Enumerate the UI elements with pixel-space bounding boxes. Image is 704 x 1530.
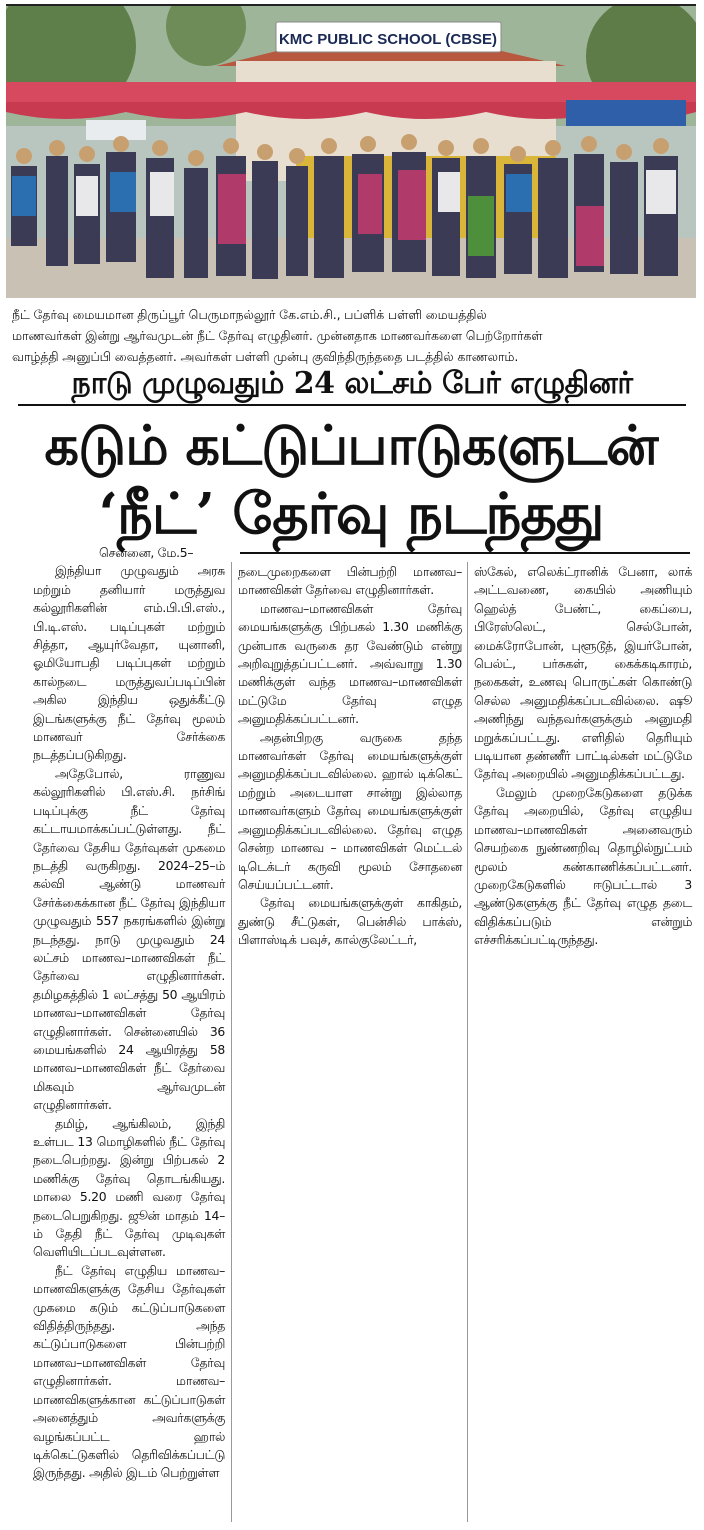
news-photo	[6, 4, 696, 298]
article-column-3	[474, 563, 692, 950]
caption-line: நீட் தேர்வு மையமான திருப்பூர் பெருமாநல்லூர் கே.எம்.சி., பப்ளிக் பள்ளி மையத்தில்	[12, 307, 487, 322]
column-divider	[231, 562, 232, 1522]
article-column-1	[33, 544, 225, 1483]
dateline: சென்னை, மே.5–	[99, 545, 194, 560]
caption-line: மாணவர்கள் இன்று ஆர்வமுடன் நீட் தேர்வு எழுதினர். முன்னதாக மாணவர்களை பெற்றோர்கள்	[12, 328, 543, 343]
article-column-2	[238, 563, 462, 950]
article-paragraph: மேலும் முறைகேடுகளை தடுக்க தேர்வு அறையில், தேர்வு எழுதிய மாணவ–மாணவிகள் அனைவரும் செயற்கை நுண்ணறிவு தொழில்நுட்பம் மூலம் கண்காணிக்கப்பட்டனர். முறைகேடுகளில் ஈடுபட்டால் 3 ஆண்டுகளுக்கு நீட் தேர்வு எழுத தடை விதிக்கப்படும் என்றும் எச்சரிக்கப்பட்டிருந்தது.	[474, 784, 692, 948]
article-paragraph: நடைமுறைகளை பின்பற்றி மாணவ–மாணவிகள் தேர்வை எழுதினார்கள்.	[238, 564, 462, 598]
article-paragraph: தமிழ், ஆங்கிலம், இந்தி உள்பட 13 மொழிகளில் நீட் தேர்வு நடைபெற்றது. இன்று பிற்பகல் 2 மணிக்கு தேர்வு தொடங்கியது. மாலை 5.20 மணி வரை தேர்வு நடைபெறுகிறது. ஜூன் மாதம் 14–ம் தேதி நீட் தேர்வு முடிவுகள் வெளியிடப்படவுள்ளன.	[33, 1115, 225, 1260]
kicker-underline	[18, 404, 686, 406]
photo-caption	[12, 304, 696, 367]
school-sign: KMC PUBLIC SCHOOL (CBSE)	[278, 31, 498, 48]
article-paragraph: அதன்பிறகு வருகை தந்த மாணவர்கள் தேர்வு மையங்களுக்குள் அனுமதிக்கப்படவில்லை. ஹால் டிக்கெட் மற்றும் அடையாள சான்று இல்லாத மாணவர்களும் தேர்வு மையங்களுக்குள் அனுமதிக்கப்படவில்லை. தேர்வு எழுத சென்ற மாணவ – மாணவிகள் மெட்டல் டிடெக்டர் கருவி மூலம் சோதனை செய்யப்பட்டனர்.	[238, 729, 462, 892]
headline-kicker: நாடு முழுவதும் 24 லட்சம் பேர் எழுதினர்	[71, 366, 633, 401]
article-paragraph: தேர்வு மையங்களுக்குள் காகிதம், துண்டு சீட்டுகள், பென்சில் பாக்ஸ், பிளாஸ்டிக் பவுச், கால்குலேட்டர்,	[238, 895, 462, 948]
crowd-at-school-gate-image	[6, 6, 696, 298]
article-paragraph: ஸ்கேல், எலெக்ட்ரானிக் பேனா, லாக் அட்டவணை, கையில் அணியும் ஹெல்த் பேண்ட், கைப்பை, பிரேஸ்லெட், செல்போன், மைக்ரோபோன், புளூடூத், இயர்போன், பெல்ட், பர்சுகள், கைக்கடிகாரம், நகைகள், உணவு பொருட்கள் கொண்டு செல்ல அனுமதிக்கப்படவில்லை. ஷூ அணிந்து வந்தவர்களுக்கும் அனுமதி மறுக்கப்பட்டது. எளிதில் தெரியும் படியான தண்ணீர் பாட்டில்கள் மட்டுமே தேர்வு அறையில் அனுமதிக்கப்பட்டது.	[474, 564, 692, 782]
article-paragraph: நீட் தேர்வு எழுதிய மாணவ–மாணவிகளுக்கு தேசிய தேர்வுகள் முகமை கடும் கட்டுப்பாடுகளை விதித்திருந்தது. அந்த கட்டுப்பாடுகளை பின்பற்றி மாணவ–மாணவிகள் தேர்வு எழுதினார்கள். மாணவ–மாணவிகளுக்கான கட்டுப்பாடுகள் அனைத்தும் அவர்களுக்கு வழங்கப்பட்ட ஹால் டிக்கெட்டுகளில் தெரிவிக்கப்பட்டு இருந்தது. அதில் இடம் பெற்றுள்ள	[33, 1262, 225, 1481]
column-divider	[467, 562, 468, 1522]
article-paragraph: இந்தியா முழுவதும் அரசு மற்றும் தனியார் மருத்துவ கல்லூரிகளின் எம்.பி.பி.எஸ்., பி.டி.எஸ். படிப்புகள் மற்றும் சித்தா, ஆயுர்வேதா, யுனானி, ஓமியோபதி படிப்புகள் மற்றும் கால்நடை மருத்துவப்படிப்பின் அகில இந்திய ஒதுக்கீட்டு இடங்களுக்கு நீட் தேர்வு மூலம் மாணவர் சேர்க்கை நடத்தப்படுகிறது.	[33, 563, 225, 763]
headline-line-2: ‘நீட்’ தேர்வு நடந்தது	[98, 481, 604, 547]
headline-line-1: கடும் கட்டுப்பாடுகளுடன்	[44, 413, 658, 477]
caption-line: வாழ்த்தி அனுப்பி வைத்தனர். அவர்கள் பள்ளி முன்பு குவிந்திருந்ததை படத்தில் காணலாம்.	[12, 349, 519, 364]
article-paragraph: அதேபோல், ராணுவ கல்லூரிகளில் பி.எஸ்.சி. நர்சிங் படிப்புக்கு நீட் தேர்வு கட்டாயமாக்கப்பட்டுள்ளது. நீட் தேர்வை தேசிய தேர்வுகள் முகமை நடத்தி வருகிறது. 2024–25–ம் கல்வி ஆண்டு மாணவர் சேர்க்கைக்கான நீட் தேர்வு இந்தியா முழுவதும் 557 நகரங்களில் இன்று நடந்தது. நாடு முழுவதும் 24 லட்சம் மாணவ–மாணவிகள் நீட் தேர்வை எழுதினார்கள். தமிழகத்தில் 1 லட்சத்து 50 ஆயிரம் மாணவ–மாணவிகள் தேர்வு எழுதினார்கள். சென்னையில் 36 மையங்களில் 24 ஆயிரத்து 58 மாணவ–மாணவிகள் நீட் தேர்வை மிகவும் ஆர்வமுடன் எழுதினார்கள்.	[33, 765, 225, 1113]
headline-rule	[240, 552, 690, 554]
article-paragraph: மாணவ–மாணவிகள் தேர்வு மையங்களுக்கு பிற்பகல் 1.30 மணிக்கு முன்பாக வருகை தர வேண்டும் என்று அறிவுறுத்தப்பட்டனர். அவ்வாறு 1.30 மணிக்குள் வந்த மாணவ–மாணவிகள் மட்டுமே தேர்வு எழுத அனுமதிக்கப்பட்டனர்.	[238, 600, 462, 727]
